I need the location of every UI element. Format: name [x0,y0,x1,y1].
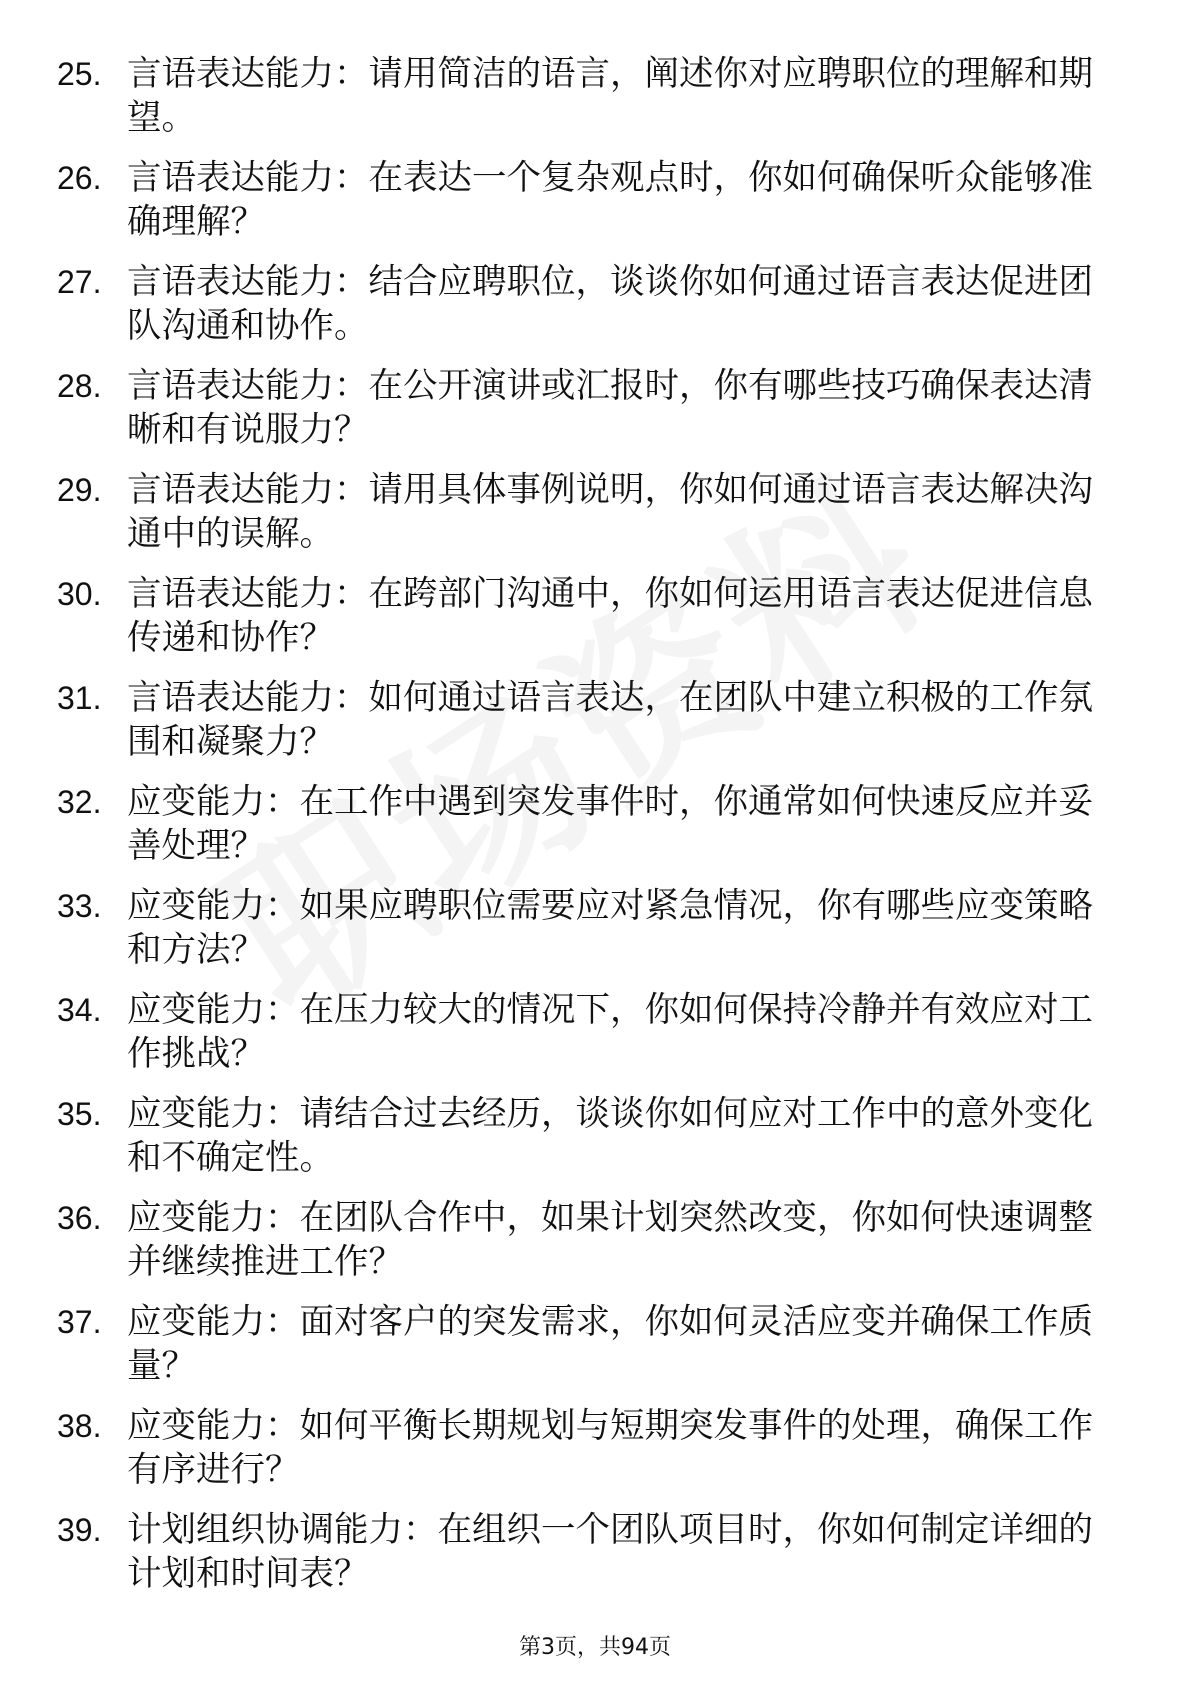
question-number: 33. [57,888,102,924]
question-text: 应变能力：请结合过去经历，谈谈你如何应对工作中的意外变化和不确定性。 [127,1094,1093,1178]
question-number: 26. [57,160,102,196]
question-number: 30. [57,576,102,612]
question-text: 言语表达能力：在公开演讲或汇报时，你有哪些技巧确保表达清晰和有说服力？ [127,366,1093,450]
page-footer [0,1630,1190,1661]
question-text: 言语表达能力：请用简洁的语言，阐述你对应聘职位的理解和期望。 [127,54,1093,138]
question-text: 应变能力：在团队合作中，如果计划突然改变，你如何快速调整并继续推进工作？ [127,1198,1093,1282]
question-text: 应变能力：如何平衡长期规划与短期突发事件的处理，确保工作有序进行？ [127,1406,1093,1490]
question-item [0,1300,1190,1404]
question-number: 36. [57,1200,102,1236]
question-number: 25. [57,56,102,92]
question-number: 34. [57,992,102,1028]
question-item [0,468,1190,572]
question-text: 言语表达能力：请用具体事例说明，你如何通过语言表达解决沟通中的误解。 [127,470,1093,554]
question-item [0,260,1190,364]
question-item [0,1092,1190,1196]
question-text: 应变能力：面对客户的突发需求，你如何灵活应变并确保工作质量？ [127,1302,1093,1386]
question-item [0,572,1190,676]
question-text: 言语表达能力：结合应聘职位，谈谈你如何通过语言表达促进团队沟通和协作。 [127,262,1093,346]
question-number: 32. [57,784,102,820]
question-number: 39. [57,1512,102,1548]
question-text: 应变能力：在压力较大的情况下，你如何保持冷静并有效应对工作挑战？ [127,990,1093,1074]
question-number: 29. [57,472,102,508]
question-item [0,364,1190,468]
question-text: 计划组织协调能力：在组织一个团队项目时，你如何制定详细的计划和时间表？ [127,1510,1093,1594]
question-item [0,156,1190,260]
question-number: 38. [57,1408,102,1444]
question-number: 28. [57,368,102,404]
question-number: 37. [57,1304,102,1340]
question-text: 言语表达能力：如何通过语言表达，在团队中建立积极的工作氛围和凝聚力？ [127,678,1093,762]
question-item [0,884,1190,988]
question-text: 言语表达能力：在跨部门沟通中，你如何运用语言表达促进信息传递和协作？ [127,574,1093,658]
question-item [0,1196,1190,1300]
question-item [0,988,1190,1092]
question-text: 言语表达能力：在表达一个复杂观点时，你如何确保听众能够准确理解？ [127,158,1093,242]
question-number: 27. [57,264,102,300]
question-list [0,52,1190,1612]
question-number: 31. [57,680,102,716]
question-text: 应变能力：如果应聘职位需要应对紧急情况，你有哪些应变策略和方法？ [127,886,1093,970]
question-text: 应变能力：在工作中遇到突发事件时，你通常如何快速反应并妥善处理？ [127,782,1093,866]
question-item [0,1508,1190,1612]
question-item [0,1404,1190,1508]
question-number: 35. [57,1096,102,1132]
question-item [0,676,1190,780]
question-item [0,780,1190,884]
question-item [0,52,1190,156]
page-number-label: 第3页，共94页 [519,1635,671,1660]
